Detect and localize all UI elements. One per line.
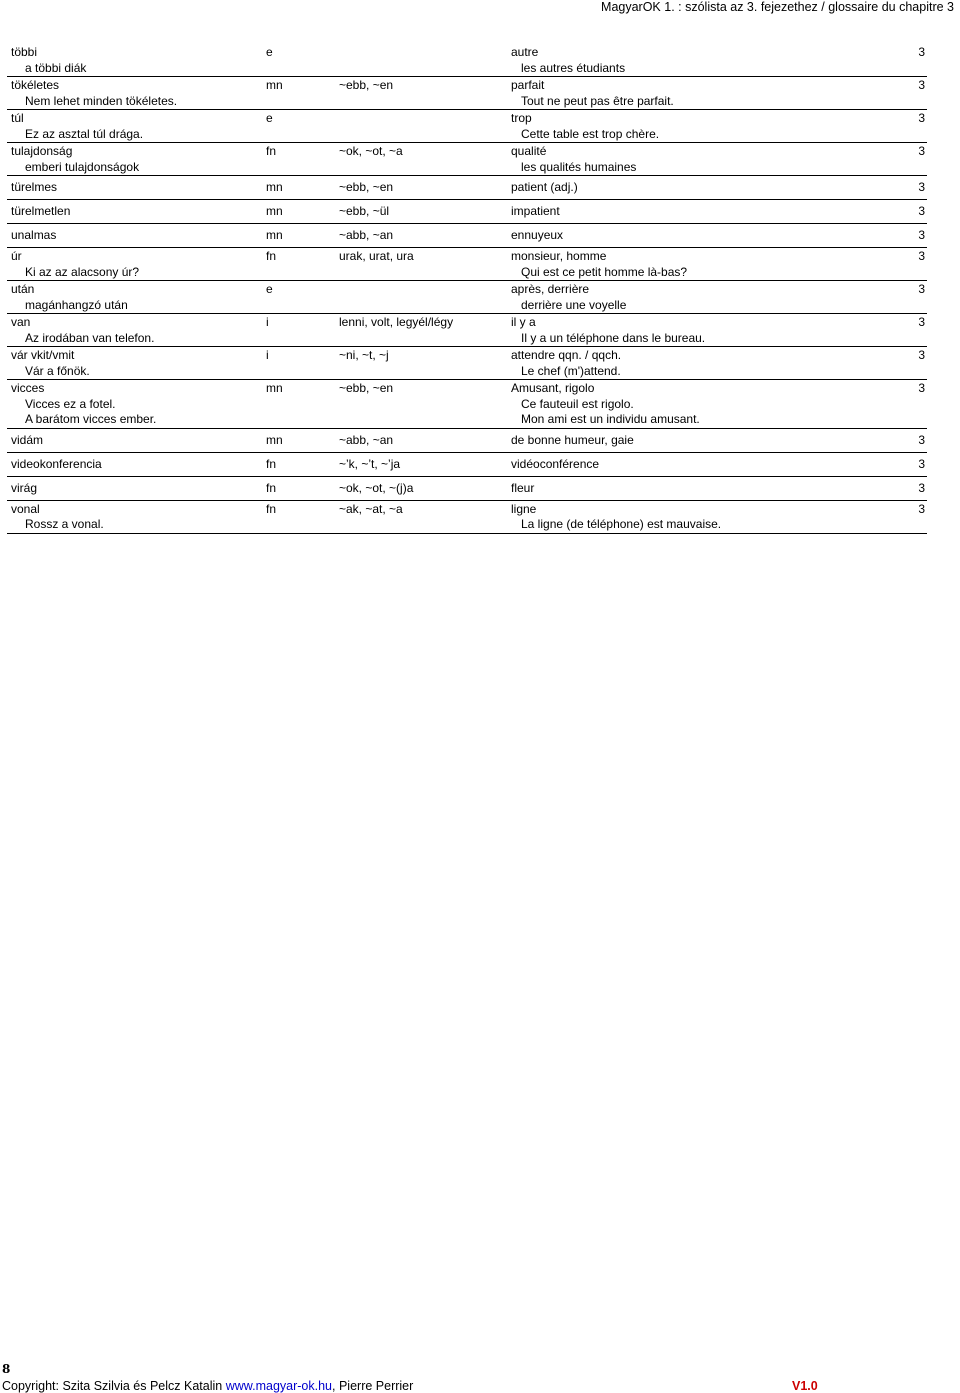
suffix-cell [335, 314, 507, 347]
french-translation: patient (adj.) [511, 180, 578, 194]
hungarian-word: többi [11, 45, 38, 59]
word-class-cell [262, 428, 335, 452]
french-example: Mon ami est un individu amusant. [521, 412, 700, 426]
word-class: i [266, 348, 269, 362]
french-example: La ligne (de téléphone) est mauvaise. [521, 517, 722, 531]
french-cell [507, 176, 887, 200]
hungarian-example: a többi diák [25, 60, 87, 75]
suffix-cell [335, 428, 507, 452]
word-class-cell [262, 77, 335, 110]
glossary-row [7, 176, 927, 200]
page-number: 8 [2, 1362, 11, 1376]
version-label: V1.0 [792, 1379, 818, 1393]
website-link[interactable]: www.magyar-ok.hu [225, 1379, 333, 1393]
word-class: mn [266, 78, 283, 92]
glossary-row [7, 347, 927, 380]
chapter-cell [887, 500, 927, 533]
hungarian-word: túl [11, 111, 24, 125]
chapter-cell [887, 428, 927, 452]
chapter-cell [887, 380, 927, 429]
page-header: MagyarOK 1. : szólista az 3. fejezethez / glossaire du chapitre 3 [601, 0, 954, 14]
glossary-row [7, 314, 927, 347]
chapter-number: 3 [918, 381, 925, 395]
french-translation: de bonne humeur, gaie [511, 432, 634, 447]
hungarian-example: Nem lehet minden tökéletes. [25, 93, 178, 108]
hungarian-example: magánhangzó után [25, 297, 128, 312]
chapter-number: 3 [918, 480, 925, 495]
word-class: mn [266, 432, 283, 447]
word-class: fn [266, 249, 277, 263]
hungarian-word: türelmetlen [11, 204, 71, 218]
suffix-cell [335, 176, 507, 200]
french-example: Cette table est trop chère. [521, 126, 660, 141]
french-cell [507, 347, 887, 380]
chapter-cell [887, 248, 927, 281]
hungarian-cell [7, 200, 262, 224]
french-cell [507, 110, 887, 143]
glossary-row [7, 428, 927, 452]
chapter-cell [887, 77, 927, 110]
glossary-row [7, 452, 927, 476]
hungarian-cell [7, 428, 262, 452]
hungarian-cell [7, 176, 262, 200]
french-cell [507, 200, 887, 224]
chapter-number: 3 [918, 456, 925, 471]
french-translation: trop [511, 111, 532, 125]
hungarian-cell [7, 347, 262, 380]
word-class: e [266, 282, 273, 296]
hungarian-word: vár vkit/vmit [11, 348, 75, 362]
suffix-forms: ~ak, ~at, ~a [339, 501, 403, 516]
hungarian-word: tökéletes [11, 78, 60, 92]
chapter-number: 3 [918, 111, 925, 125]
copyright-prefix: Copyright: Szita Szilvia és Pelcz Katalin [2, 1379, 226, 1393]
word-class-cell [262, 44, 335, 77]
word-class: mn [266, 180, 283, 194]
french-translation: il y a [511, 315, 536, 329]
chapter-number: 3 [918, 348, 925, 362]
hungarian-example: Vár a főnök. [25, 363, 90, 378]
word-class-cell [262, 143, 335, 176]
hungarian-example: Ki az az alacsony úr? [25, 264, 140, 279]
word-class: e [266, 111, 273, 125]
glossary-row [7, 500, 927, 533]
word-class-cell [262, 200, 335, 224]
word-class-cell [262, 281, 335, 314]
glossary-row [7, 77, 927, 110]
french-cell [507, 500, 887, 533]
suffix-forms: urak, urat, ura [339, 249, 414, 263]
word-class-cell [262, 176, 335, 200]
chapter-number: 3 [918, 78, 925, 92]
chapter-number: 3 [918, 228, 925, 242]
chapter-cell [887, 347, 927, 380]
french-cell [507, 143, 887, 176]
french-example: derrière une voyelle [521, 297, 627, 312]
suffix-cell [335, 347, 507, 380]
hungarian-word: virág [11, 480, 38, 495]
suffix-cell [335, 452, 507, 476]
suffix-forms: ~abb, ~an [339, 432, 394, 447]
chapter-cell [887, 281, 927, 314]
hungarian-example: A barátom vicces ember. [25, 412, 157, 426]
suffix-cell [335, 380, 507, 429]
french-cell [507, 77, 887, 110]
chapter-cell [887, 44, 927, 77]
french-translation: vidéoconférence [511, 456, 600, 471]
french-cell [507, 44, 887, 77]
suffix-cell [335, 224, 507, 248]
chapter-cell [887, 476, 927, 500]
word-class-cell [262, 476, 335, 500]
french-translation: attendre qqn. / qqch. [511, 348, 622, 362]
chapter-number: 3 [918, 204, 925, 218]
french-example: Tout ne peut pas être parfait. [521, 93, 674, 108]
hungarian-word: vonal [11, 501, 40, 516]
word-class-cell [262, 347, 335, 380]
french-translation: autre [511, 45, 539, 59]
suffix-cell [335, 500, 507, 533]
hungarian-word: vidám [11, 432, 44, 447]
french-cell [507, 224, 887, 248]
suffix-cell [335, 281, 507, 314]
suffix-forms: ~ok, ~ot, ~(j)a [339, 480, 414, 495]
word-class: fn [266, 456, 277, 471]
french-example: Il y a un téléphone dans le bureau. [521, 330, 706, 345]
french-cell [507, 452, 887, 476]
french-translation: impatient [511, 204, 560, 218]
french-cell [507, 380, 887, 429]
french-cell [507, 476, 887, 500]
suffix-cell [335, 476, 507, 500]
hungarian-cell [7, 44, 262, 77]
chapter-cell [887, 110, 927, 143]
suffix-cell [335, 110, 507, 143]
chapter-cell [887, 224, 927, 248]
word-class-cell [262, 110, 335, 143]
hungarian-word: úr [11, 249, 22, 263]
hungarian-cell [7, 281, 262, 314]
hungarian-cell [7, 248, 262, 281]
word-class: mn [266, 228, 283, 242]
hungarian-word: van [11, 315, 31, 329]
chapter-cell [887, 452, 927, 476]
word-class-cell [262, 380, 335, 429]
suffix-cell [335, 248, 507, 281]
word-class: mn [266, 204, 283, 218]
french-translation: monsieur, homme [511, 249, 607, 263]
hungarian-word: után [11, 282, 35, 296]
french-example: Ce fauteuil est rigolo. [521, 396, 634, 411]
hungarian-word: tulajdonság [11, 144, 73, 158]
suffix-forms: ~ebb, ~en [339, 78, 394, 92]
copyright-suffix: , Pierre Perrier [332, 1379, 414, 1393]
suffix-forms: ~ebb, ~en [339, 381, 394, 395]
hungarian-example: Rossz a vonal. [25, 517, 104, 531]
french-translation: après, derrière [511, 282, 590, 296]
hungarian-cell [7, 452, 262, 476]
suffix-cell [335, 44, 507, 77]
hungarian-word: türelmes [11, 180, 58, 194]
word-class-cell [262, 248, 335, 281]
french-example: les autres étudiants [521, 60, 626, 75]
hungarian-example: Vicces ez a fotel. [25, 396, 116, 411]
french-cell [507, 428, 887, 452]
chapter-number: 3 [918, 45, 925, 59]
glossary-row [7, 281, 927, 314]
chapter-number: 3 [918, 282, 925, 296]
french-translation: fleur [511, 480, 535, 495]
chapter-cell [887, 314, 927, 347]
chapter-number: 3 [918, 144, 925, 158]
word-class-cell [262, 224, 335, 248]
french-translation: Amusant, rigolo [511, 381, 595, 395]
french-example: Qui est ce petit homme là-bas? [521, 264, 688, 279]
chapter-number: 3 [918, 501, 925, 516]
hungarian-word: unalmas [11, 228, 57, 242]
french-translation: ennuyeux [511, 228, 564, 242]
french-translation: ligne [511, 501, 537, 516]
hungarian-cell [7, 476, 262, 500]
glossary-row [7, 200, 927, 224]
french-cell [507, 314, 887, 347]
suffix-forms: ~ebb, ~ül [339, 204, 390, 218]
hungarian-cell [7, 500, 262, 533]
word-class: fn [266, 144, 277, 158]
word-class: e [266, 45, 273, 59]
suffix-cell [335, 77, 507, 110]
word-class-cell [262, 500, 335, 533]
hungarian-example: Az irodában van telefon. [25, 330, 155, 345]
french-cell [507, 248, 887, 281]
french-example: les qualités humaines [521, 159, 637, 174]
glossary-row [7, 110, 927, 143]
chapter-number: 3 [918, 315, 925, 329]
french-translation: qualité [511, 144, 547, 158]
french-translation: parfait [511, 78, 545, 92]
chapter-cell [887, 176, 927, 200]
copyright-line [2, 1379, 413, 1393]
glossary-row [7, 224, 927, 248]
glossary-row [7, 44, 927, 77]
glossary-row [7, 380, 927, 429]
suffix-forms: ~ebb, ~en [339, 180, 394, 194]
hungarian-cell [7, 143, 262, 176]
word-class: mn [266, 381, 283, 395]
word-class: i [266, 315, 269, 329]
hungarian-example: Ez az asztal túl drága. [25, 126, 144, 141]
chapter-number: 3 [918, 180, 925, 194]
suffix-forms: lenni, volt, legyél/légy [339, 315, 454, 329]
suffix-cell [335, 200, 507, 224]
french-cell [507, 281, 887, 314]
chapter-cell [887, 143, 927, 176]
hungarian-cell [7, 380, 262, 429]
word-class: fn [266, 480, 277, 495]
chapter-number: 3 [918, 432, 925, 447]
hungarian-example: emberi tulajdonságok [25, 159, 140, 174]
chapter-cell [887, 200, 927, 224]
hungarian-word: videokonferencia [11, 456, 102, 471]
hungarian-cell [7, 224, 262, 248]
glossary-row [7, 248, 927, 281]
chapter-number: 3 [918, 249, 925, 263]
hungarian-word: vicces [11, 381, 45, 395]
suffix-forms: ~ni, ~t, ~j [339, 348, 389, 362]
hungarian-cell [7, 314, 262, 347]
hungarian-cell [7, 110, 262, 143]
hungarian-cell [7, 77, 262, 110]
suffix-cell [335, 143, 507, 176]
word-class: fn [266, 501, 277, 516]
suffix-forms: ~ok, ~ot, ~a [339, 144, 403, 158]
word-class-cell [262, 452, 335, 476]
glossary-row [7, 476, 927, 500]
glossary-table [7, 44, 927, 534]
suffix-forms: ~’k, ~’t, ~’ja [339, 456, 401, 471]
french-example: Le chef (m')attend. [521, 363, 621, 378]
word-class-cell [262, 314, 335, 347]
glossary-row [7, 143, 927, 176]
suffix-forms: ~abb, ~an [339, 228, 394, 242]
